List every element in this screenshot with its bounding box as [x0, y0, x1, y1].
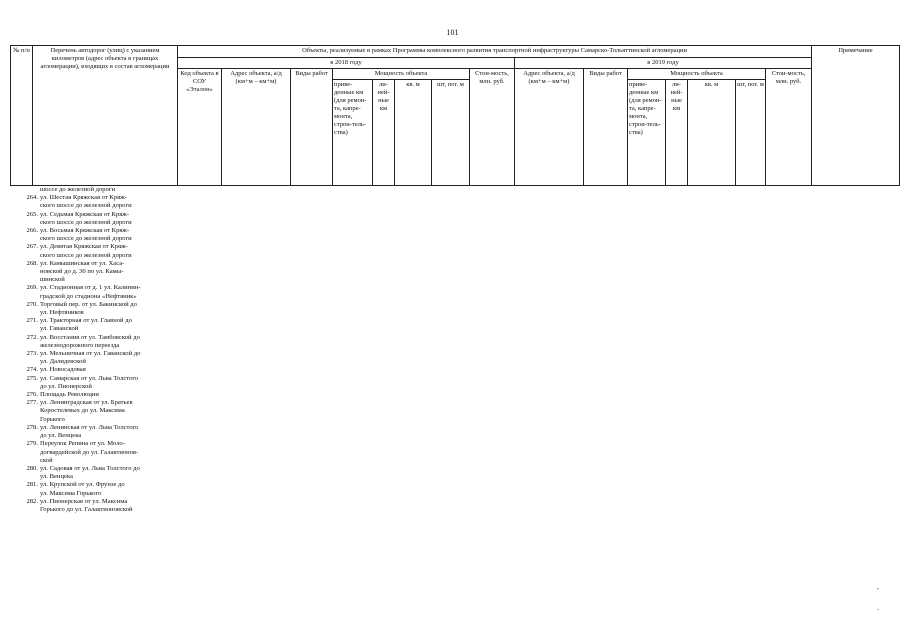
row-number: 266.: [26, 227, 38, 235]
work-types-2018-header: Виды работ: [291, 69, 333, 186]
row-number: 281.: [26, 481, 38, 489]
year-2019-header: в 2019 году: [515, 58, 812, 69]
road-list-line: [10, 457, 210, 465]
road-name: догвардейской до ул. Галактионов-: [40, 448, 139, 456]
capacity-2018-header: Мощность объекта: [333, 69, 470, 80]
row-number: 273.: [26, 350, 38, 358]
road-list-line: [10, 416, 210, 424]
road-name: ул. Самарская от ул. Льва Толстого: [40, 374, 139, 382]
road-name: ул. Девятая Кряжская от Кряж-: [40, 243, 128, 251]
road-list-line: [10, 243, 210, 251]
row-number: [10, 432, 38, 440]
row-number: 268.: [26, 259, 38, 267]
road-list-line: [10, 391, 210, 399]
sq-m-2018-header: кв. м: [395, 80, 432, 186]
sq-m-2019-header: кв. м: [688, 80, 736, 186]
row-number: [10, 293, 38, 301]
road-name: ул. Садовая от ул. Льва Толстого до: [40, 464, 140, 472]
row-number: 276.: [26, 391, 38, 399]
road-list-line: [10, 309, 210, 317]
row-number: [10, 358, 38, 366]
row-number: [10, 276, 38, 284]
cost-2018-header: Стои-мость, млн. руб.: [470, 69, 515, 186]
row-number: [10, 457, 38, 465]
road-list-line: [10, 325, 210, 333]
road-name: железнодорожного переезда: [40, 341, 120, 349]
road-list-line: [10, 481, 210, 489]
row-number: [10, 252, 38, 260]
row-number: [10, 407, 38, 415]
road-name: ул. Тракторная от ул. Главной до: [40, 317, 132, 325]
road-list-line: [10, 350, 210, 358]
road-name: ул. Новосадовая: [40, 366, 86, 374]
road-name: ул. Ленинская от ул. Льва Толстого: [40, 423, 139, 431]
road-name: шинской: [40, 276, 65, 284]
road-list-line: [10, 211, 210, 219]
road-list-line: [10, 383, 210, 391]
road-name: Горького до ул. Галактионовской: [40, 505, 133, 513]
linear-km-2018-header: ли-ней-ные км: [373, 80, 395, 186]
road-list-line: [10, 202, 210, 210]
row-number: 267.: [26, 243, 38, 251]
road-name: ул. Мельничная от ул. Гаванской до: [40, 350, 141, 358]
row-number: [10, 325, 38, 333]
row-number: 278.: [26, 423, 38, 431]
row-number: [10, 473, 38, 481]
scan-mark: ·: [877, 606, 880, 614]
road-name: ул. Восьмая Кряжская от Кряж-: [40, 227, 130, 235]
road-name: Переулок Репина от ул. Моло-: [40, 440, 125, 448]
road-list-line: [10, 424, 210, 432]
row-number: [10, 309, 38, 317]
road-name: ул. Стадионная от д. 1 ул. Калинин-: [40, 284, 141, 292]
road-list-line: [10, 301, 210, 309]
road-list-line: [10, 432, 210, 440]
road-list: [10, 186, 210, 514]
road-name: ул. Крупской от ул. Фрунзе до: [40, 481, 125, 489]
row-number: [10, 342, 38, 350]
road-list-line: [10, 342, 210, 350]
road-name: ул. Гаванской: [40, 325, 79, 333]
pcs-2018-header: шт, пог. м: [432, 80, 470, 186]
row-number: 271.: [26, 317, 38, 325]
row-number: 274.: [26, 366, 38, 374]
row-number: 270.: [26, 300, 38, 308]
road-list-line: [10, 506, 210, 514]
road-list-line: [10, 235, 210, 243]
col-objects-header: Объекты, реализуемые в рамках Программы комплексного развития транспортной инфраструктуры Самарско-Тольяттинской агломерации: [178, 46, 812, 58]
road-name: ского шоссе до железной дороги: [40, 251, 132, 259]
row-number: [10, 506, 38, 514]
road-name: ул. Далидевской: [40, 358, 86, 366]
road-name: ул. Пионерская от ул. Максима: [40, 497, 128, 505]
road-list-line: [10, 268, 210, 276]
road-list-line: [10, 498, 210, 506]
row-number: 282.: [26, 497, 38, 505]
road-list-line: [10, 276, 210, 284]
road-list-line: [10, 227, 210, 235]
road-name: Горького: [40, 415, 65, 423]
road-list-line: [10, 317, 210, 325]
road-list-line: [10, 490, 210, 498]
road-list-line: [10, 293, 210, 301]
row-number: 264.: [26, 194, 38, 202]
scan-mark: ,: [877, 583, 879, 591]
road-list-line: [10, 252, 210, 260]
road-list-line: [10, 399, 210, 407]
road-list-line: [10, 473, 210, 481]
row-number: [10, 268, 38, 276]
road-list-line: [10, 186, 210, 194]
row-number: 265.: [26, 210, 38, 218]
road-list-line: [10, 260, 210, 268]
road-name: до ул. Пионерской: [40, 382, 92, 390]
road-name: до ул. Венцека: [40, 432, 82, 440]
header-table: [10, 45, 900, 186]
address-2018-header: Адрес объекта, а/д (км+м – км+м): [222, 69, 291, 186]
road-name: Торговый пер. от ул. Бакинской до: [40, 300, 137, 308]
road-list-line: [10, 284, 210, 292]
row-number: [10, 449, 38, 457]
pcs-2019-header: шт, пог. м: [736, 80, 766, 186]
row-number: 277.: [26, 399, 38, 407]
year-2018-header: в 2018 году: [178, 58, 515, 69]
road-list-line: [10, 219, 210, 227]
work-types-2019-header: Виды работ: [584, 69, 628, 186]
road-name: шоссе до железной дороги: [40, 186, 116, 193]
row-number: 272.: [26, 333, 38, 341]
row-number: [10, 416, 38, 424]
road-name: ской: [40, 456, 53, 464]
road-list-line: [10, 358, 210, 366]
address-2019-header: Адрес объекта, а/д (км+м – км+м): [515, 69, 584, 186]
row-number: 275.: [26, 374, 38, 382]
row-number: [10, 219, 38, 227]
road-name: ул. Камышинская от ул. Хаса-: [40, 259, 125, 267]
road-name: градской до стадиона «Нефтяник»: [40, 292, 137, 300]
linear-km-2019-header: ли-ней-ные км: [666, 80, 688, 186]
row-number: 280.: [26, 464, 38, 472]
page-number: 101: [446, 28, 459, 37]
col-road-header: Перечень автодорог (улиц) с указанием километров (адрес объекта в границах агломерации), входящих в состав агломерации: [33, 46, 178, 186]
road-name: ул. Венцека: [40, 473, 73, 481]
row-number: [10, 490, 38, 498]
road-list-line: [10, 465, 210, 473]
col-note-header: Примечание: [812, 46, 900, 186]
road-name: Площадь Революции: [40, 391, 99, 399]
road-list-line: [10, 407, 210, 415]
cost-2019-header: Стои-мость, млн. руб.: [766, 69, 812, 186]
road-list-line: [10, 440, 210, 448]
code-header: Код объекта в СОУ «Эталон»: [178, 69, 222, 186]
road-list-line: [10, 375, 210, 383]
capacity-2019-header: Мощность объекта: [628, 69, 766, 80]
road-name: ул. Ленинградская от ул. Братьев: [40, 399, 133, 407]
road-list-line: [10, 366, 210, 374]
row-number: [10, 186, 38, 194]
road-list-line: [10, 334, 210, 342]
road-name: ского шоссе до железной дороги: [40, 202, 132, 210]
row-number: 269.: [26, 284, 38, 292]
road-name: ул. Седьмая Кряжская от Кряж-: [40, 210, 130, 218]
road-name: новской до д. 30 по ул. Камы-: [40, 268, 124, 276]
road-name: ского шоссе до железной дороги: [40, 235, 132, 243]
reduced-km-2019-header: приве-денные км (для ремон-та, капре-монта, строи-тель-ства): [628, 80, 666, 186]
reduced-km-2018-header: приве-денные км (для ремон-та, капре-монта, строи-тель-ства): [333, 80, 373, 186]
road-name: ул. Шестая Кряжская от Кряж-: [40, 194, 127, 202]
road-list-line: [10, 194, 210, 202]
col-num-header: № п/п: [11, 46, 33, 186]
row-number: 279.: [26, 440, 38, 448]
road-name: ул. Восстания от ул. Тамбовской до: [40, 333, 140, 341]
road-name: ул. Нефтяников: [40, 309, 84, 317]
road-list-line: [10, 449, 210, 457]
road-name: Коростелевых до ул. Максима: [40, 407, 125, 415]
road-name: ского шоссе до железной дороги: [40, 218, 132, 226]
road-name: ул. Максима Горького: [40, 489, 102, 497]
row-number: [10, 383, 38, 391]
row-number: [10, 235, 38, 243]
row-number: [10, 202, 38, 210]
